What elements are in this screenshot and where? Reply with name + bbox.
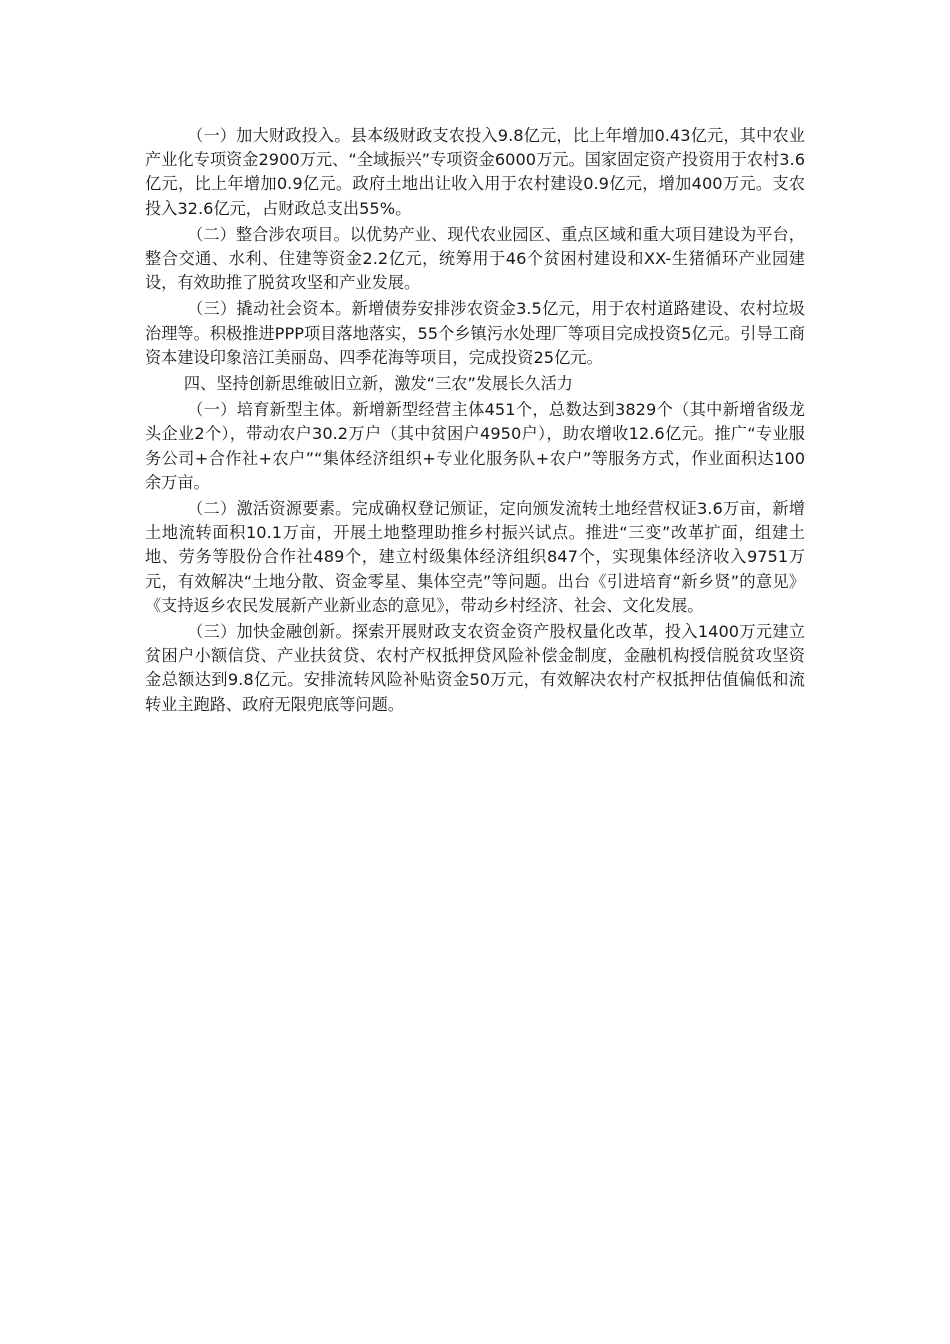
section-heading-four: 四、坚持创新思维破旧立新，激发“三农”发展长久活力 [183, 374, 573, 394]
paragraph-integrate-agri-projects: （二）整合涉农项目。以优势产业、现代农业园区、重点区域和重大项目建设为平台，整合交通、水利、住建等资金2.2亿元，统筹用于46个贫困村建设和XX-生猪循环产业园建设，有效助推了脱贫攻坚和产业发展。 [145, 224, 805, 293]
paragraph-increase-fiscal-input: （一）加大财政投入。县本级财政支农投入9.8亿元，比上年增加0.43亿元，其中农业产业化专项资金2900万元、“全域振兴”专项资金6000万元。国家固定资产投资用于农村3.6亿元，比上年增加0.9亿元。政府土地出让收入用于农村建设0.9亿元，增加400万元。支农投入32.6亿元，占财政总支出55%。 [145, 126, 805, 218]
paragraph-cultivate-new-entities: （一）培育新型主体。新增新型经营主体451个，总数达到3829个（其中新增省级龙头企业2个），带动农户30.2万户（其中贫困户4950户），助农增收12.6亿元。推广“专业服务公司+合作社+农户”“集体经济组织+专业化服务队+农户”等服务方式，作业面积达100余万亩。 [145, 400, 805, 492]
document-body [145, 124, 805, 717]
paragraph-activate-resources: （二）激活资源要素。完成确权登记颁证，定向颁发流转土地经营权证3.6万亩，新增土地流转面积10.1万亩，开展土地整理助推乡村振兴试点。推进“三变”改革扩面，组建土地、劳务等股份合作社489个，建立村级集体经济组织847个，实现集体经济收入9751万元，有效解决“土地分散、资金零星、集体空壳”等问题。出台《引进培育“新乡贤”的意见》《支持返乡农民发展新产业新业态的意见》，带动乡村经济、社会、文化发展。 [145, 499, 805, 615]
paragraph-financial-innovation: （三）加快金融创新。探索开展财政支农资金资产股权量化改革，投入1400万元建立贫困户小额信贷、产业扶贫贷、农村产权抵押贷风险补偿金制度，金融机构授信脱贫攻坚资金总额达到9.8亿元。安排流转风险补贴资金50万元，有效解决农村产权抵押估值偏低和流转业主跑路、政府无限兜底等问题。 [145, 622, 805, 714]
paragraph-leverage-social-capital: （三）撬动社会资本。新增债券安排涉农资金3.5亿元，用于农村道路建设、农村垃圾治理等。积极推进PPP项目落地落实，55个乡镇污水处理厂等项目完成投资5亿元。引导工商资本建设印象涪江美丽岛、四季花海等项目，完成投资25亿元。 [145, 299, 805, 367]
